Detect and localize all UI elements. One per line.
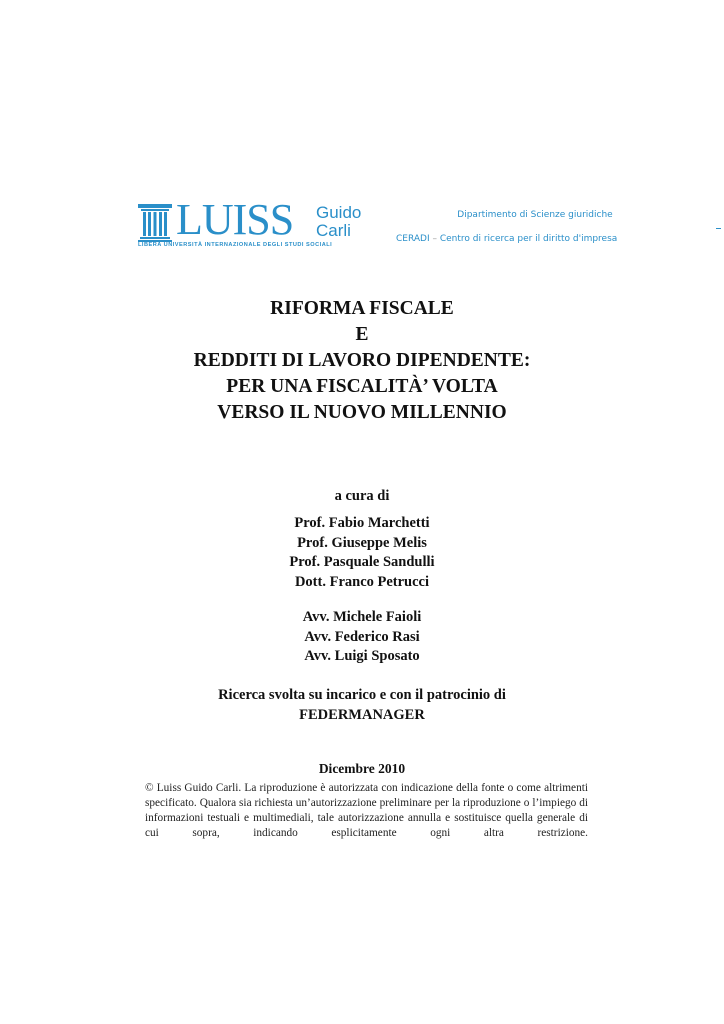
author-name: Dott. Franco Petrucci: [294, 573, 430, 590]
ceradi-name: CERADI: [396, 234, 430, 244]
copyright-notice: © Luiss Guido Carli. La riproduzione è autorizzata con indicazione della fonte o come altrimenti specificato. Qualora sia richiesta un’autorizzazione preliminare per la riproduzione o l’impiego di informazioni testuali e multimediali, tale autorizzazione annulla e sostituisce quella generale di cui sopra, indicando esplicitamente ogni altra restrizione.: [145, 782, 588, 839]
ceradi-description: Centro di ricerca per il diritto d'impresa: [439, 234, 618, 244]
author-name: Prof. Fabio Marchetti: [294, 515, 430, 531]
logo-carli: Carli: [316, 221, 351, 240]
author-name: Avv. Michele Faioli: [302, 609, 422, 625]
luiss-logo: [138, 195, 366, 252]
lawyers-list: [112, 608, 612, 667]
logo-wordmark: LUISS: [176, 195, 294, 244]
department-label: Dipartimento di Scienze giuridiche: [457, 210, 613, 220]
author-name: Avv. Luigi Sposato: [304, 648, 420, 664]
publication-date: Dicembre 2010: [318, 761, 406, 776]
professors-list: [112, 514, 612, 592]
logo-guido: Guido: [316, 203, 362, 222]
author-name: Avv. Federico Rasi: [304, 628, 420, 645]
column-icon: [138, 204, 172, 242]
edge-dash: [716, 228, 721, 229]
title-line: E: [355, 324, 369, 345]
title-line: RIFORMA FISCALE: [270, 298, 454, 319]
title-line: VERSO IL NUOVO MILLENNIO: [217, 402, 507, 423]
research-note-line: Ricerca svolta su incarico e con il patrocinio di: [218, 687, 506, 703]
research-note: [112, 686, 612, 725]
curated-by: a cura di: [334, 488, 390, 504]
title-line: REDDITI DI LAVORO DIPENDENTE:: [193, 350, 531, 371]
author-name: Prof. Pasquale Sandulli: [289, 554, 435, 570]
sponsor-name: FEDERMANAGER: [299, 706, 425, 723]
document-title: [100, 296, 624, 426]
ceradi-separator: –: [432, 234, 437, 244]
ceradi-label: [396, 234, 636, 244]
title-line: PER UNA FISCALITÀ’ VOLTA: [226, 376, 498, 397]
logo-tagline: LIBERA UNIVERSITÀ INTERNAZIONALE DEGLI STUDI SOCIALI: [138, 242, 333, 248]
author-name: Prof. Giuseppe Melis: [297, 534, 427, 551]
